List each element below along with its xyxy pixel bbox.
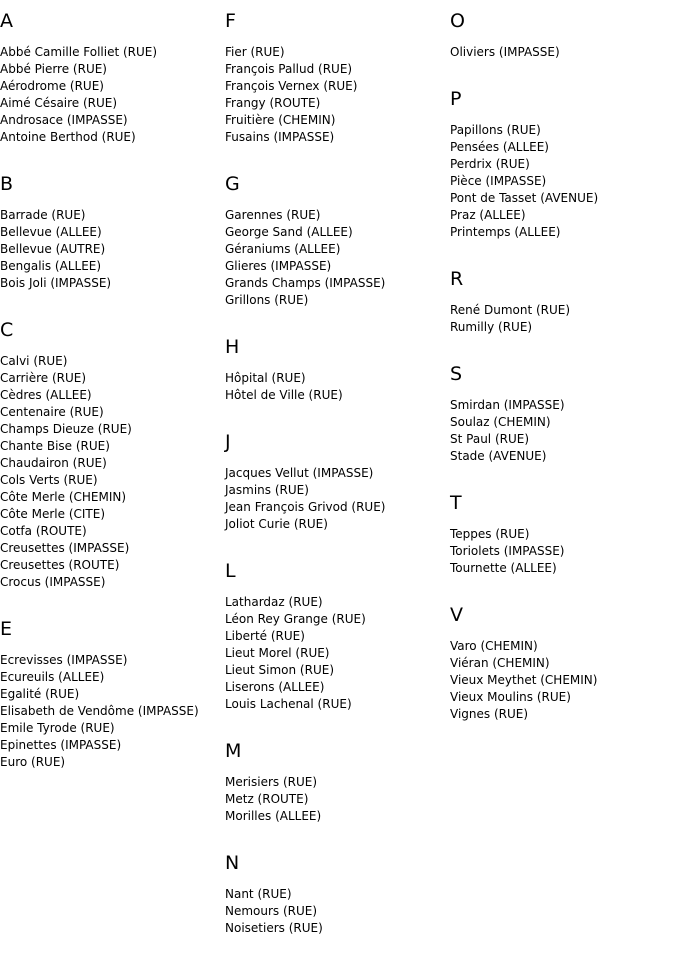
street-list xyxy=(450,526,672,577)
street-item: François Pallud (RUE) xyxy=(225,62,353,76)
street-item: Euro (RUE) xyxy=(0,755,66,769)
street-item: Lathardaz (RUE) xyxy=(225,595,323,609)
street-list xyxy=(0,207,222,292)
street-item: Chaudairon (RUE) xyxy=(0,456,107,470)
street-item: Creusettes (ROUTE) xyxy=(0,558,120,572)
street-item: Androsace (IMPASSE) xyxy=(0,113,128,127)
street-item: Creusettes (IMPASSE) xyxy=(0,541,130,555)
street-item: Liberté (RUE) xyxy=(225,629,305,643)
letter-section xyxy=(0,8,222,146)
street-list xyxy=(0,353,222,591)
street-item: Abbé Pierre (RUE) xyxy=(0,62,107,76)
street-item: Ecrevisses (IMPASSE) xyxy=(0,653,128,667)
letter-section xyxy=(225,429,447,533)
street-item: Géraniums (ALLEE) xyxy=(225,242,341,256)
street-item: Chante Bise (RUE) xyxy=(0,439,110,453)
section-letter: S xyxy=(450,363,463,385)
street-list xyxy=(450,44,672,61)
street-item: Grillons (RUE) xyxy=(225,293,309,307)
street-item: Fusains (IMPASSE) xyxy=(225,130,335,144)
street-item: Aérodrome (RUE) xyxy=(0,79,104,93)
section-letter: H xyxy=(225,336,240,358)
letter-section xyxy=(450,490,672,577)
street-list xyxy=(225,774,447,825)
street-item: Pensées (ALLEE) xyxy=(450,140,549,154)
street-item: St Paul (RUE) xyxy=(450,432,530,446)
street-item: Nemours (RUE) xyxy=(225,904,318,918)
letter-section xyxy=(225,738,447,825)
street-item: Jasmins (RUE) xyxy=(225,483,309,497)
street-item: Ecureuils (ALLEE) xyxy=(0,670,105,684)
street-item: Bois Joli (IMPASSE) xyxy=(0,276,112,290)
street-item: Elisabeth de Vendôme (IMPASSE) xyxy=(0,704,199,718)
street-item: Abbé Camille Folliet (RUE) xyxy=(0,45,158,59)
street-item: Printemps (ALLEE) xyxy=(450,225,561,239)
street-item: Toriolets (IMPASSE) xyxy=(450,544,565,558)
street-list xyxy=(225,370,447,404)
street-item: Frangy (ROUTE) xyxy=(225,96,321,110)
street-item: Merisiers (RUE) xyxy=(225,775,318,789)
letter-section xyxy=(450,8,672,61)
index-column xyxy=(225,8,447,962)
street-item: François Vernex (RUE) xyxy=(225,79,358,93)
street-item: Emile Tyrode (RUE) xyxy=(0,721,115,735)
section-letter: T xyxy=(450,492,462,514)
street-item: Louis Lachenal (RUE) xyxy=(225,697,352,711)
letter-section xyxy=(225,334,447,404)
street-item: Pont de Tasset (AVENUE) xyxy=(450,191,599,205)
street-list xyxy=(225,886,447,937)
section-letter: M xyxy=(225,740,242,762)
letter-section xyxy=(0,317,222,591)
street-item: Côte Merle (CITE) xyxy=(0,507,106,521)
street-item: Praz (ALLEE) xyxy=(450,208,526,222)
street-item: Champs Dieuze (RUE) xyxy=(0,422,132,436)
street-list xyxy=(450,122,672,241)
street-item: Barrade (RUE) xyxy=(0,208,86,222)
street-list xyxy=(450,638,672,723)
street-item: Nant (RUE) xyxy=(225,887,292,901)
index-column xyxy=(450,8,672,748)
street-item: Smirdan (IMPASSE) xyxy=(450,398,565,412)
street-item: Stade (AVENUE) xyxy=(450,449,547,463)
letter-section xyxy=(225,850,447,937)
street-item: Metz (ROUTE) xyxy=(225,792,309,806)
street-item: Rumilly (RUE) xyxy=(450,320,533,334)
street-item: George Sand (ALLEE) xyxy=(225,225,353,239)
letter-section xyxy=(225,171,447,309)
section-letter: B xyxy=(0,173,14,195)
street-item: Fruitière (CHEMIN) xyxy=(225,113,336,127)
street-item: Morilles (ALLEE) xyxy=(225,809,322,823)
street-item: Cols Verts (RUE) xyxy=(0,473,98,487)
street-item: Noisetiers (RUE) xyxy=(225,921,323,935)
street-item: Vieux Meythet (CHEMIN) xyxy=(450,673,598,687)
street-item: Hôtel de Ville (RUE) xyxy=(225,388,343,402)
index-column xyxy=(0,8,222,796)
street-item: Liserons (ALLEE) xyxy=(225,680,325,694)
street-item: Grands Champs (IMPASSE) xyxy=(225,276,386,290)
letter-section xyxy=(225,8,447,146)
street-item: Soulaz (CHEMIN) xyxy=(450,415,551,429)
street-list xyxy=(450,397,672,465)
street-list xyxy=(450,302,672,336)
street-item: Lieut Morel (RUE) xyxy=(225,646,330,660)
section-letter: N xyxy=(225,852,240,874)
street-item: Epinettes (IMPASSE) xyxy=(0,738,122,752)
street-list xyxy=(225,44,447,146)
street-item: Centenaire (RUE) xyxy=(0,405,104,419)
section-letter: P xyxy=(450,88,462,110)
street-item: Teppes (RUE) xyxy=(450,527,530,541)
street-item: Tournette (ALLEE) xyxy=(450,561,557,575)
street-item: Pièce (IMPASSE) xyxy=(450,174,547,188)
street-item: Fier (RUE) xyxy=(225,45,285,59)
street-item: Hôpital (RUE) xyxy=(225,371,306,385)
section-letter: O xyxy=(450,10,465,32)
letter-section xyxy=(450,361,672,465)
street-item: Carrière (RUE) xyxy=(0,371,87,385)
section-letter: L xyxy=(225,560,236,582)
street-item: Léon Rey Grange (RUE) xyxy=(225,612,366,626)
section-letter: V xyxy=(450,604,463,626)
letter-section xyxy=(0,171,222,292)
street-list xyxy=(225,465,447,533)
letter-section xyxy=(450,266,672,336)
street-item: Jean François Grivod (RUE) xyxy=(225,500,386,514)
street-item: Bellevue (ALLEE) xyxy=(0,225,102,239)
street-item: Bellevue (AUTRE) xyxy=(0,242,106,256)
street-item: Aimé Césaire (RUE) xyxy=(0,96,118,110)
street-item: Joliot Curie (RUE) xyxy=(225,517,328,531)
letter-section xyxy=(450,86,672,241)
street-item: Cotfa (ROUTE) xyxy=(0,524,87,538)
street-item: Perdrix (RUE) xyxy=(450,157,530,171)
letter-section xyxy=(0,616,222,771)
section-letter: F xyxy=(225,10,236,32)
street-item: Oliviers (IMPASSE) xyxy=(450,45,560,59)
street-item: Glieres (IMPASSE) xyxy=(225,259,332,273)
street-item: Vignes (RUE) xyxy=(450,707,529,721)
street-item: Jacques Vellut (IMPASSE) xyxy=(225,466,374,480)
street-item: Varo (CHEMIN) xyxy=(450,639,538,653)
section-letter: E xyxy=(0,618,13,640)
section-letter: J xyxy=(225,431,231,453)
street-list xyxy=(225,594,447,713)
letter-section xyxy=(225,558,447,713)
street-item: Bengalis (ALLEE) xyxy=(0,259,102,273)
street-item: Antoine Berthod (RUE) xyxy=(0,130,136,144)
street-item: Crocus (IMPASSE) xyxy=(0,575,106,589)
street-item: Viéran (CHEMIN) xyxy=(450,656,550,670)
street-item: Lieut Simon (RUE) xyxy=(225,663,334,677)
section-letter: C xyxy=(0,319,14,341)
street-item: Vieux Moulins (RUE) xyxy=(450,690,571,704)
section-letter: R xyxy=(450,268,464,290)
street-item: Garennes (RUE) xyxy=(225,208,321,222)
street-item: Côte Merle (CHEMIN) xyxy=(0,490,127,504)
street-item: Papillons (RUE) xyxy=(450,123,541,137)
street-list xyxy=(225,207,447,309)
section-letter: G xyxy=(225,173,240,195)
street-item: Cèdres (ALLEE) xyxy=(0,388,92,402)
letter-section xyxy=(450,602,672,723)
street-list xyxy=(0,652,222,771)
street-item: Calvi (RUE) xyxy=(0,354,68,368)
street-item: René Dumont (RUE) xyxy=(450,303,571,317)
street-list xyxy=(0,44,222,146)
street-item: Egalité (RUE) xyxy=(0,687,80,701)
section-letter: A xyxy=(0,10,13,32)
